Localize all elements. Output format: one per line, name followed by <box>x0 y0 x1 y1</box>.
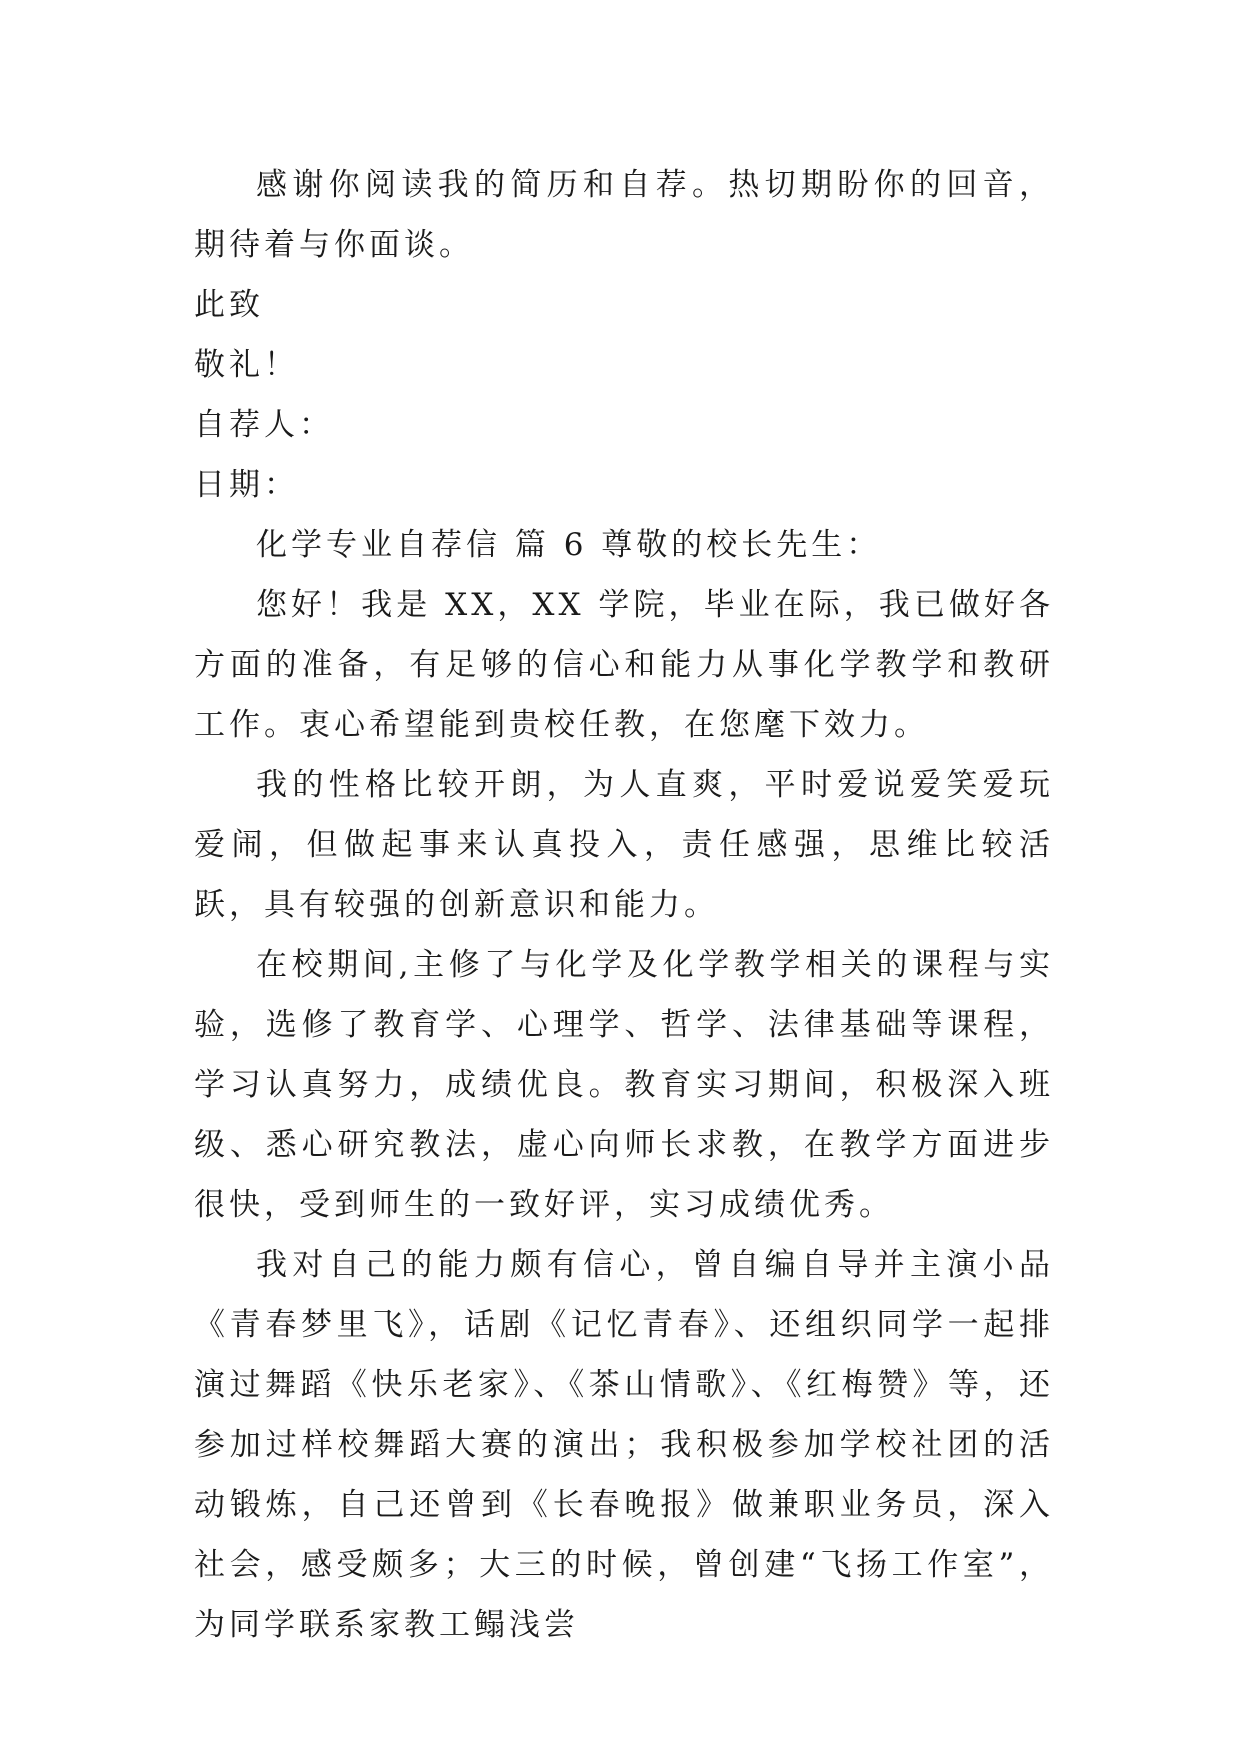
body-paragraph: 我对自己的能力颇有信心，曾自编自导并主演小品《青春梦里飞》，话剧《记忆青春》、还组织同学一起排演过舞蹈《快乐老家》、《茶山情歌》、《红梅赞》等，还参加过样校舞蹈大赛的演出；我积极参加学校社团的活动锻炼，自己还曾到《长春晚报》做兼职业务员，深入社会，感受颇多；大三的时候，曾创建“飞扬工作室”，为同学联系家教工鳎浅尝 <box>194 1247 1054 1643</box>
document-body <box>194 155 1054 1655</box>
closing-paragraph: 感谢你阅读我的简历和自荐。热切期盼你的回音，期待着与你面谈。 <box>194 167 1054 263</box>
date-label: 日期： <box>194 467 299 503</box>
body-paragraph: 我的性格比较开朗，为人直爽，平时爱说爱笑爱玩爱闹，但做起事来认真投入，责任感强，思维比较活跃，具有较强的创新意识和能力。 <box>194 767 1054 923</box>
signer-label: 自荐人： <box>194 407 334 443</box>
salutation-line-2: 敬礼！ <box>194 347 299 383</box>
body-paragraph: 您好！我是 XX，XX 学院，毕业在际，我已做好各方面的准备，有足够的信心和能力从事化学教学和教研工作。衷心希望能到贵校任教，在您麾下效力。 <box>194 587 1054 743</box>
body-paragraph: 在校期间,主修了与化学及化学教学相关的课程与实验，选修了教育学、心理学、哲学、法律基础等课程，学习认真努力，成绩优良。教育实习期间，积极深入班级、悉心研究教法，虚心向师长求教，在教学方面进步很快，受到师生的一致好评，实习成绩优秀。 <box>194 947 1054 1223</box>
letter-heading: 化学专业自荐信 篇 6 尊敬的校长先生： <box>256 527 882 563</box>
salutation-line-1: 此致 <box>194 287 264 323</box>
